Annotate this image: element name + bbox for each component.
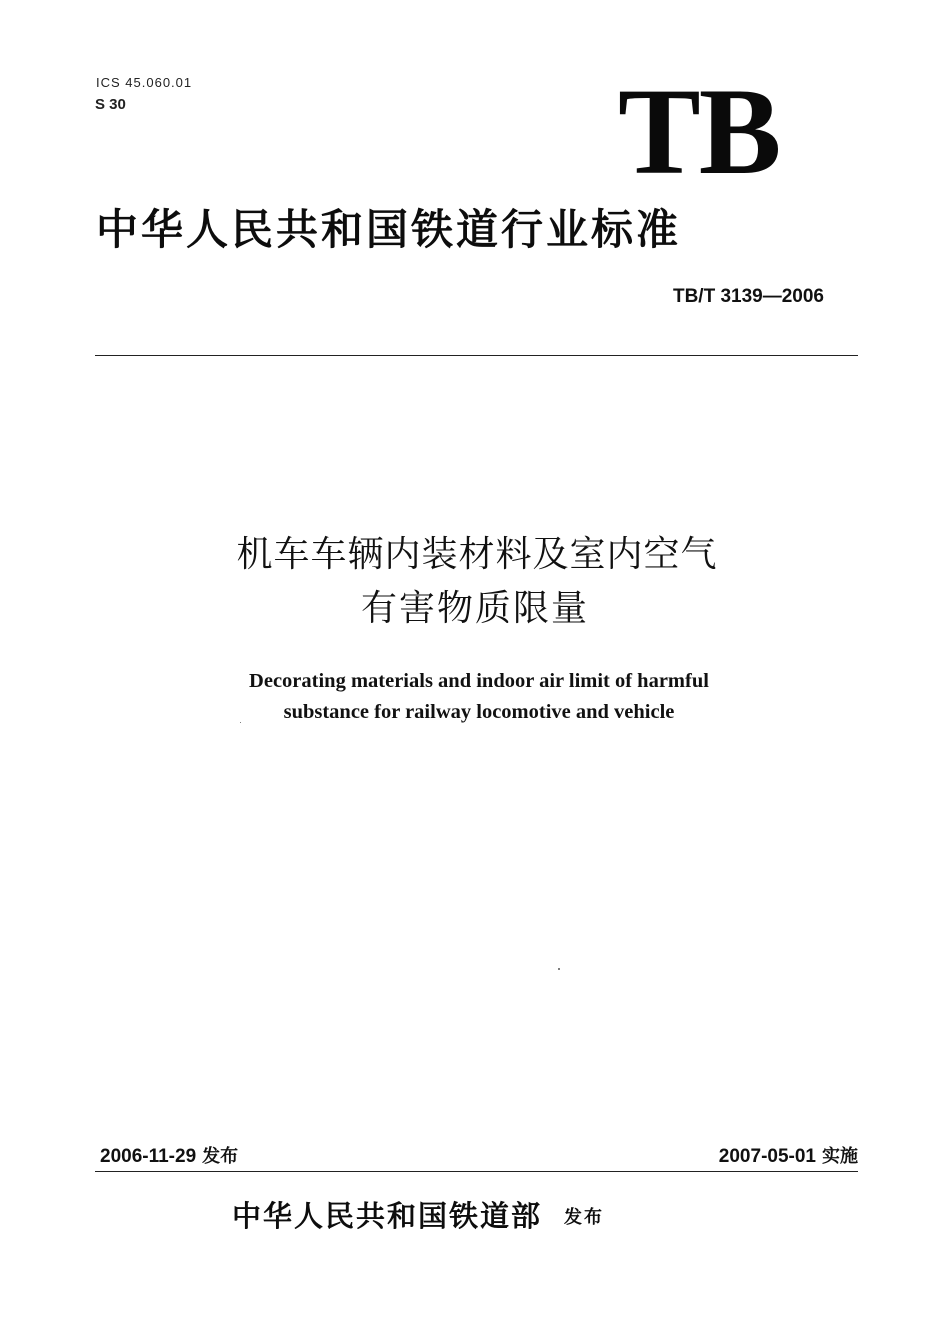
implement-date-line bbox=[719, 1142, 858, 1168]
title-cn-line-2: 有害物质限量 bbox=[360, 588, 589, 629]
title-en-line-2: substance for railway locomotive and vehicle bbox=[283, 701, 675, 723]
document-title-cn bbox=[0, 528, 950, 636]
issuer-name: 中华人民共和国铁道部 bbox=[232, 1199, 543, 1233]
scan-speck bbox=[558, 968, 560, 970]
implement-label: 实施 bbox=[822, 1146, 858, 1167]
issue-label: 发布 bbox=[202, 1146, 239, 1167]
standard-category-title: 中华人民共和国铁道行业标准 bbox=[96, 205, 682, 254]
scan-speck bbox=[240, 722, 241, 723]
title-cn-line-1: 机车车辆内装材料及室内空气 bbox=[236, 534, 718, 575]
standard-number: TB/T 3139—2006 bbox=[672, 286, 824, 307]
issue-date-line bbox=[100, 1142, 238, 1168]
issuing-authority bbox=[232, 1194, 604, 1240]
tb-logo: TB bbox=[618, 63, 780, 200]
ics-code: ICS 45.060.01 bbox=[96, 78, 193, 87]
document-title-en bbox=[0, 666, 950, 728]
top-divider bbox=[95, 355, 858, 356]
bottom-divider bbox=[95, 1171, 858, 1172]
implement-date: 2007-05-01 bbox=[718, 1146, 816, 1167]
ccs-code: S 30 bbox=[95, 96, 126, 113]
issue-date: 2006-11-29 bbox=[100, 1146, 197, 1167]
issuer-action: 发布 bbox=[564, 1207, 605, 1228]
title-en-line-1: Decorating materials and indoor air limit of harmful bbox=[249, 670, 709, 692]
